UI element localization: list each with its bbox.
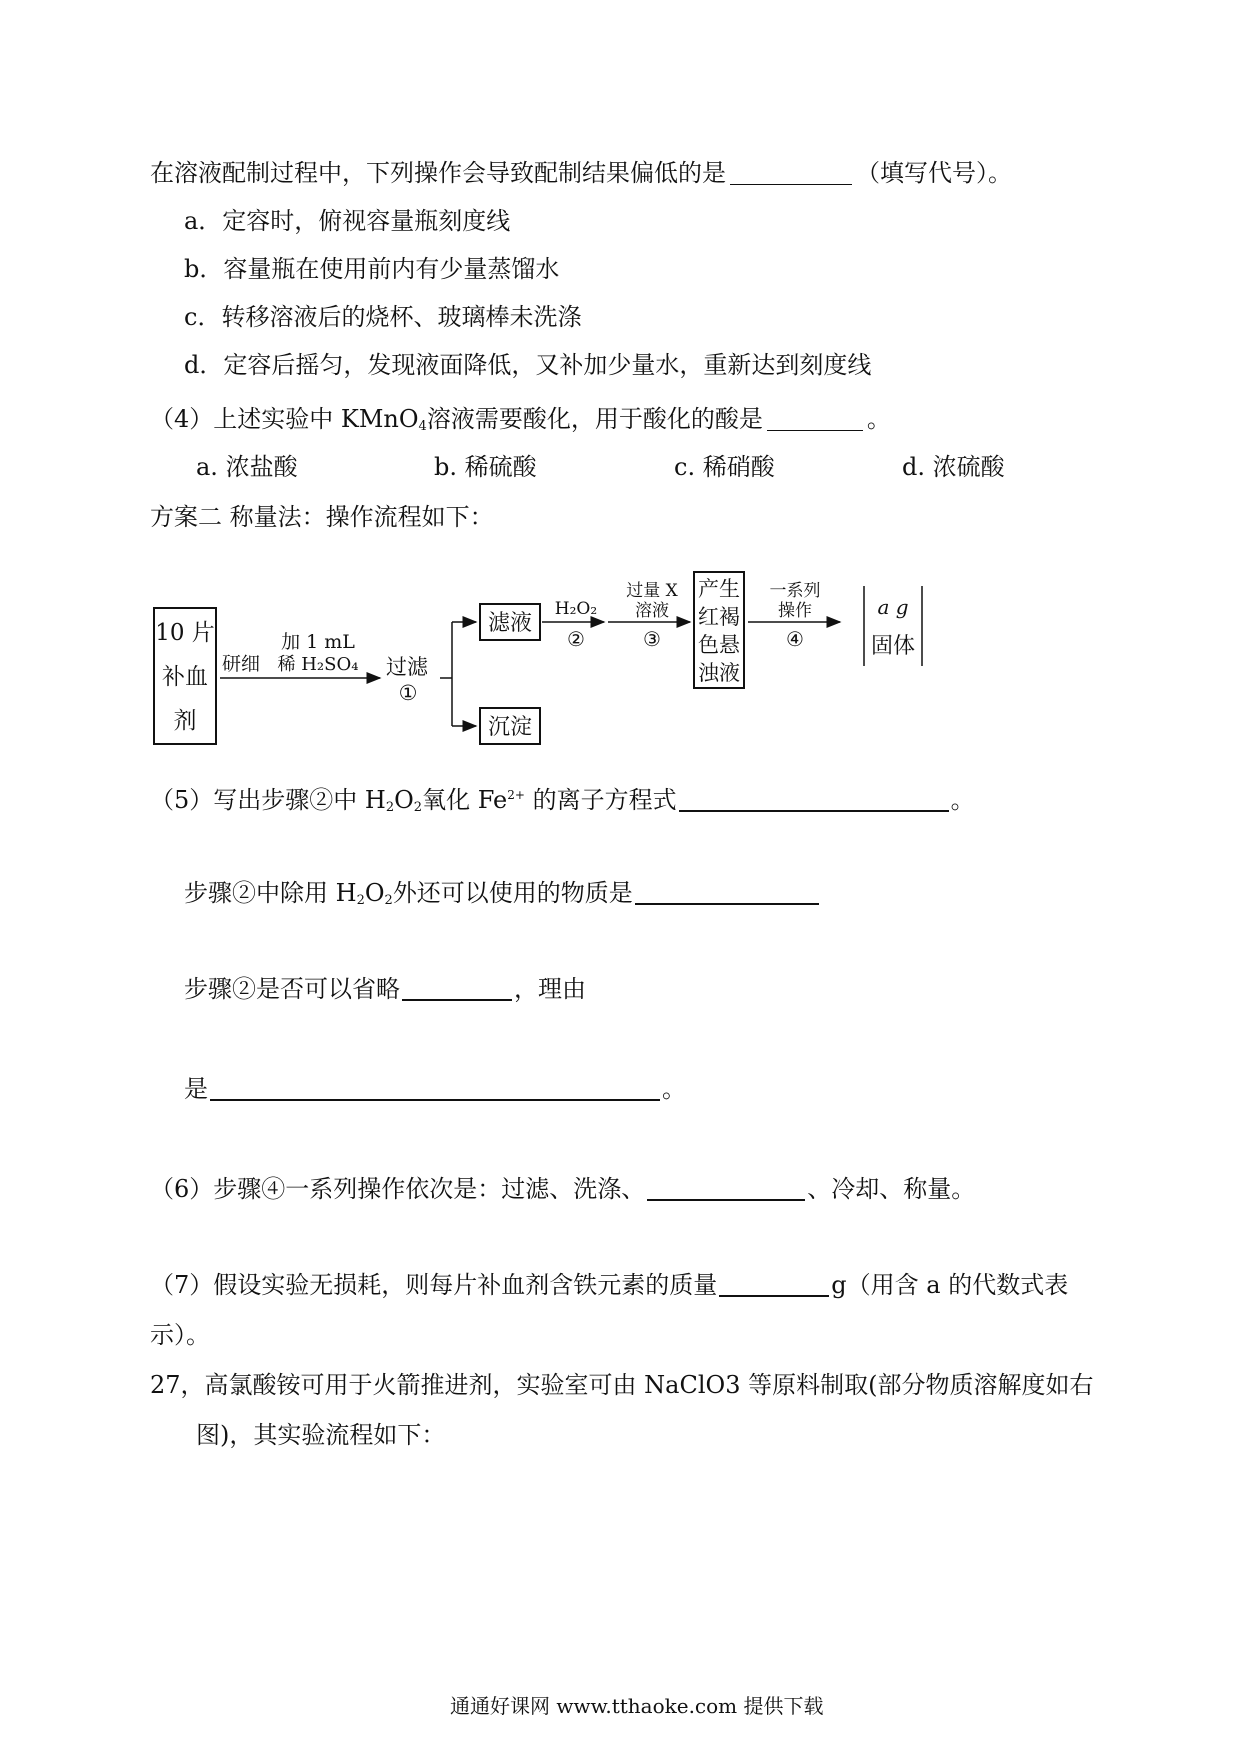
- start-line-3: 剂: [173, 708, 197, 734]
- question-6: （6）步骤④一系列操作依次是：过滤、洗涤、 、冷却、称量。: [150, 1175, 976, 1203]
- question-7-line-2: 示）。: [150, 1321, 210, 1349]
- product-line-4: 浊液: [698, 661, 740, 685]
- start-line-2: 补血: [162, 664, 208, 690]
- series-top: 一系列: [769, 581, 821, 601]
- option-b: b．容量瓶在使用前内有少量蒸馏水: [184, 255, 560, 283]
- result-solid: 固体: [870, 634, 916, 659]
- q4-option-a: a. 浓盐酸: [196, 453, 298, 481]
- answer-blank: [635, 879, 819, 905]
- question-5-substitute: 步骤②中除用 $H_2O_2$外还可以使用的物质是: [184, 878, 821, 916]
- step-3-label: ③: [643, 627, 661, 651]
- answer-blank: [210, 1075, 660, 1101]
- filter-label: 过滤: [386, 655, 428, 679]
- product-line-1: 产生: [698, 577, 740, 601]
- question-27-line-1: 27，高氯酸铵可用于火箭推进剂，实验室可由 NaClO3 等原料制取(部分物质溶解度如右: [150, 1371, 1094, 1399]
- q4-option-c: c. 稀硝酸: [674, 453, 775, 481]
- step-2-label: ②: [567, 627, 585, 651]
- process-flow-diagram: [140, 560, 940, 760]
- result-mass: a g: [877, 595, 909, 619]
- plan-two-heading: 方案二 称量法：操作流程如下：: [150, 503, 494, 531]
- precipitate-label: 沉淀: [487, 715, 533, 740]
- product-line-3: 色悬: [698, 633, 740, 657]
- step-4-label: ④: [786, 627, 804, 651]
- excess-x-bottom: 溶液: [635, 601, 669, 621]
- filter-step: ①: [398, 681, 418, 705]
- excess-x-top: 过量 X: [626, 581, 678, 601]
- question-5-reason: 是 。: [184, 1075, 686, 1103]
- grind-label: 研细: [222, 653, 261, 675]
- acid-label-bottom: 稀 H₂SO₄: [277, 654, 359, 675]
- answer-blank: [402, 975, 512, 1001]
- h2o2-label: H₂O₂: [554, 599, 598, 619]
- page-footer: 通通好课网 www.tthaoke.com 提供下载: [450, 1694, 824, 1718]
- series-bottom: 操作: [778, 601, 812, 621]
- start-line-1: 10 片: [155, 620, 215, 646]
- option-a: a．定容时，俯视容量瓶刻度线: [184, 207, 511, 235]
- q4-option-b: b. 稀硫酸: [434, 453, 537, 481]
- question-intro: 在溶液配制过程中，下列操作会导致配制结果偏低的是 （填写代号）。: [150, 159, 1012, 187]
- answer-blank: [767, 408, 863, 431]
- filtrate-label: 滤液: [487, 611, 533, 636]
- q4-option-d: d. 浓硫酸: [902, 453, 1005, 481]
- question-27-line-2: 图)，其实验流程如下：: [196, 1421, 446, 1449]
- product-line-2: 红褐: [698, 605, 740, 629]
- acid-label-top: 加 1 mL: [281, 631, 355, 653]
- answer-blank: [647, 1175, 805, 1201]
- answer-blank: [719, 1271, 829, 1297]
- option-c: c．转移溶液后的烧杯、玻璃棒未洗涤: [184, 303, 582, 331]
- option-d: d．定容后摇匀，发现液面降低，又补加少量水，重新达到刻度线: [184, 351, 872, 379]
- question-4: （4）上述实验中 KMnO$_4$溶液需要酸化，用于酸化的酸是 。: [150, 405, 891, 434]
- answer-blank: [679, 786, 949, 812]
- question-7: （7）假设实验无损耗，则每片补血剂含铁元素的质量 g（用含 a 的代数式表: [150, 1271, 1069, 1299]
- answer-blank: [730, 162, 852, 185]
- question-5: （5）写出步骤②中 $H_2O_2$氧化 $Fe^{2+}$ 的离子方程式 。: [150, 786, 975, 815]
- question-5-omit: 步骤②是否可以省略 ，理由: [184, 975, 586, 1003]
